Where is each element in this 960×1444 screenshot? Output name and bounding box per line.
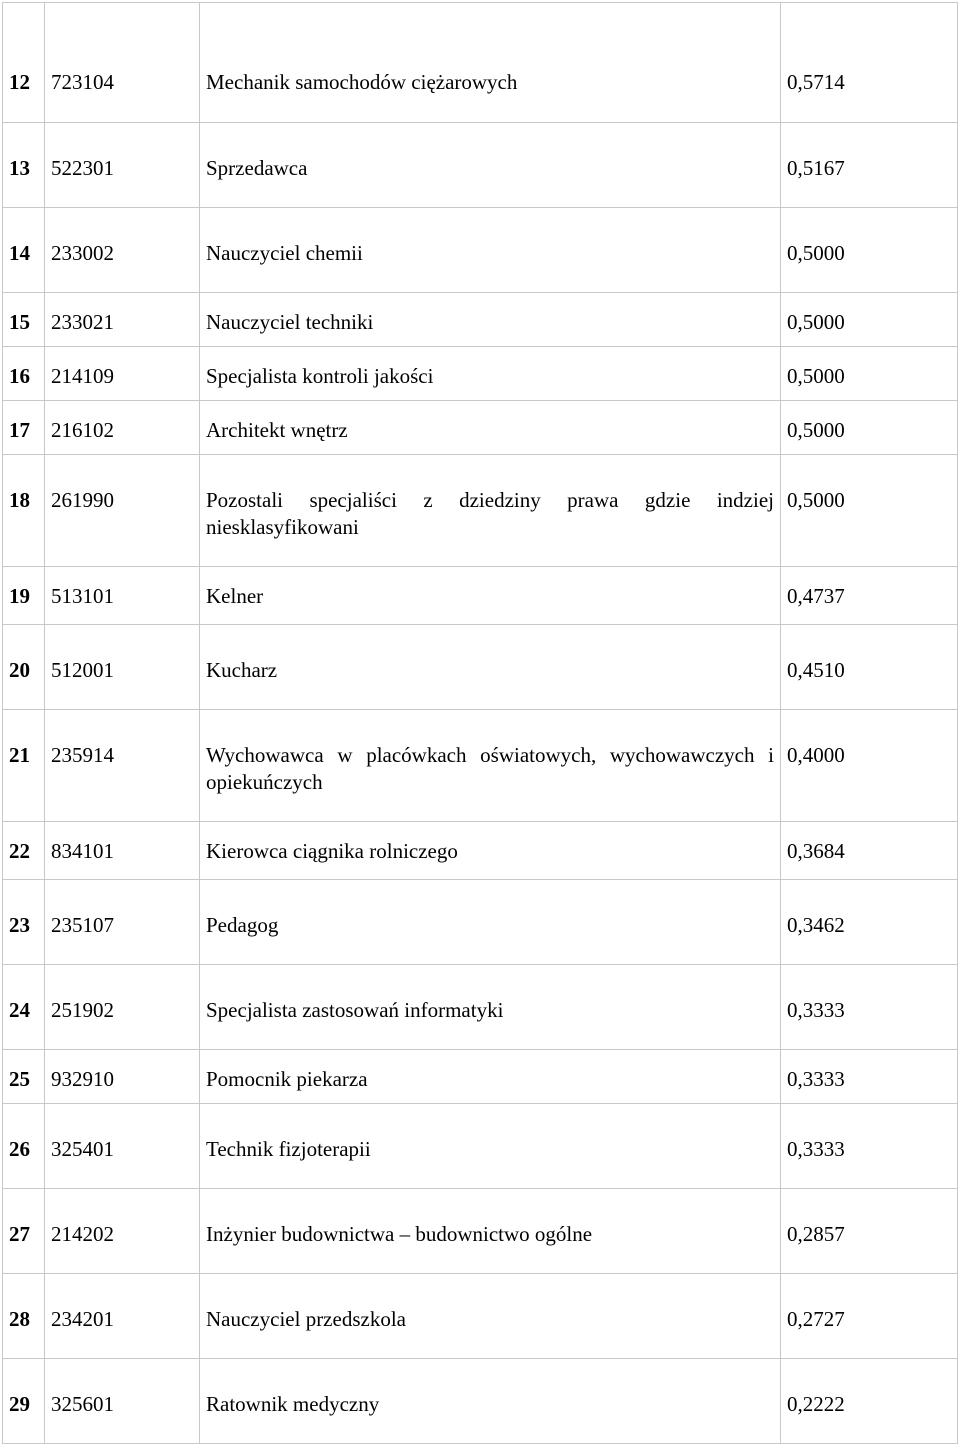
- occupation-name: Kierowca ciągnika rolniczego: [206, 839, 458, 863]
- occupation-name: Mechanik samochodów ciężarowych: [206, 70, 518, 94]
- table-row: [3, 822, 958, 880]
- row-number-cell: [3, 1189, 45, 1274]
- table-row: [3, 123, 958, 208]
- occupation-code: 251902: [51, 998, 114, 1022]
- row-number-cell: [3, 123, 45, 208]
- occupation-code-cell: [45, 880, 200, 965]
- occupation-name-cell: [200, 822, 781, 880]
- occupation-name: Sprzedawca: [206, 156, 308, 180]
- indicator-value: 0,4510: [787, 658, 845, 682]
- occupation-code-cell: [45, 3, 200, 123]
- occupation-name-cell: [200, 123, 781, 208]
- row-number: 12: [9, 70, 30, 94]
- row-number-cell: [3, 1104, 45, 1189]
- occupation-code: 233002: [51, 241, 114, 265]
- table-row: [3, 710, 958, 822]
- row-number: 29: [9, 1392, 30, 1416]
- occupation-code: 216102: [51, 418, 114, 442]
- row-number-cell: [3, 293, 45, 347]
- occupation-code: 235914: [51, 743, 114, 767]
- occupation-code: 723104: [51, 70, 114, 94]
- row-number-cell: [3, 567, 45, 625]
- indicator-value: 0,5714: [787, 70, 845, 94]
- occupation-name-cell: [200, 1189, 781, 1274]
- occupation-code-cell: [45, 1050, 200, 1104]
- table-row: [3, 625, 958, 710]
- occupation-name-cell: [200, 401, 781, 455]
- occupation-name-cell: [200, 455, 781, 567]
- indicator-value-cell: [781, 293, 958, 347]
- indicator-value: 0,5000: [787, 418, 845, 442]
- indicator-value: 0,3333: [787, 998, 845, 1022]
- indicator-value: 0,3462: [787, 913, 845, 937]
- occupation-code-cell: [45, 1274, 200, 1359]
- row-number: 13: [9, 156, 30, 180]
- indicator-value: 0,2727: [787, 1307, 845, 1331]
- occupation-name: Nauczyciel chemii: [206, 241, 363, 265]
- table-row: [3, 567, 958, 625]
- occupation-code-cell: [45, 567, 200, 625]
- occupation-code-cell: [45, 1359, 200, 1444]
- row-number: 26: [9, 1137, 30, 1161]
- row-number-cell: [3, 1050, 45, 1104]
- table-row: [3, 1274, 958, 1359]
- occupation-name-cell: [200, 710, 781, 822]
- indicator-value: 0,2222: [787, 1392, 845, 1416]
- occupation-name: Architekt wnętrz: [206, 418, 348, 442]
- occupation-name: Technik fizjoterapii: [206, 1137, 371, 1161]
- indicator-value-cell: [781, 625, 958, 710]
- occupation-name-cell: [200, 1050, 781, 1104]
- occupation-code: 932910: [51, 1067, 114, 1091]
- row-number-cell: [3, 3, 45, 123]
- table-row: [3, 455, 958, 567]
- table-row: [3, 401, 958, 455]
- indicator-value: 0,2857: [787, 1222, 845, 1246]
- row-number: 21: [9, 743, 30, 767]
- table-row: [3, 1359, 958, 1444]
- occupation-code: 512001: [51, 658, 114, 682]
- row-number-cell: [3, 710, 45, 822]
- row-number-cell: [3, 822, 45, 880]
- occupation-code-cell: [45, 455, 200, 567]
- occupation-code: 325601: [51, 1392, 114, 1416]
- occupation-code: 325401: [51, 1137, 114, 1161]
- table-row: [3, 293, 958, 347]
- row-number-cell: [3, 401, 45, 455]
- occupation-code-cell: [45, 710, 200, 822]
- row-number-cell: [3, 880, 45, 965]
- occupation-name: Kelner: [206, 584, 264, 608]
- occupation-code-cell: [45, 965, 200, 1050]
- indicator-value: 0,5000: [787, 488, 845, 512]
- indicator-value-cell: [781, 3, 958, 123]
- indicator-value-cell: [781, 401, 958, 455]
- row-number-cell: [3, 965, 45, 1050]
- row-number-cell: [3, 625, 45, 710]
- indicator-value-cell: [781, 822, 958, 880]
- indicator-value: 0,5000: [787, 364, 845, 388]
- row-number: 15: [9, 310, 30, 334]
- row-number: 22: [9, 839, 30, 863]
- indicator-value-cell: [781, 347, 958, 401]
- indicator-value-cell: [781, 1104, 958, 1189]
- table-row: [3, 1050, 958, 1104]
- occupation-name: Specjalista kontroli jakości: [206, 364, 434, 388]
- indicator-value-cell: [781, 455, 958, 567]
- occupation-code: 261990: [51, 488, 114, 512]
- row-number: 17: [9, 418, 30, 442]
- occupation-name-cell: [200, 3, 781, 123]
- table-row: [3, 880, 958, 965]
- table-row: [3, 965, 958, 1050]
- table-row: [3, 3, 958, 123]
- row-number: 23: [9, 913, 30, 937]
- occupation-name-cell: [200, 567, 781, 625]
- occupation-name: Nauczyciel techniki: [206, 310, 374, 334]
- occupation-name-cell: [200, 1274, 781, 1359]
- table-row: [3, 347, 958, 401]
- indicator-value: 0,4000: [787, 743, 845, 767]
- row-number: 20: [9, 658, 30, 682]
- occupation-code-cell: [45, 293, 200, 347]
- occupation-code-cell: [45, 208, 200, 293]
- occupations-table: [2, 2, 958, 1444]
- table-row: [3, 208, 958, 293]
- indicator-value-cell: [781, 1274, 958, 1359]
- indicator-value: 0,5167: [787, 156, 845, 180]
- occupation-name: Pedagog: [206, 913, 279, 937]
- indicator-value: 0,5000: [787, 310, 845, 334]
- row-number-cell: [3, 208, 45, 293]
- indicator-value-cell: [781, 880, 958, 965]
- occupation-code: 834101: [51, 839, 114, 863]
- occupation-name-cell: [200, 293, 781, 347]
- row-number-cell: [3, 1359, 45, 1444]
- occupation-code-cell: [45, 1189, 200, 1274]
- indicator-value: 0,4737: [787, 584, 845, 608]
- row-number: 14: [9, 241, 30, 265]
- row-number-cell: [3, 455, 45, 567]
- occupation-name: Inżynier budownictwa – budownictwo ogólne: [206, 1222, 593, 1246]
- occupation-name-cell: [200, 965, 781, 1050]
- indicator-value-cell: [781, 1189, 958, 1274]
- row-number: 19: [9, 584, 30, 608]
- occupation-code-cell: [45, 625, 200, 710]
- table-row: [3, 1189, 958, 1274]
- row-number: 24: [9, 998, 30, 1022]
- row-number-cell: [3, 347, 45, 401]
- row-number: 16: [9, 364, 30, 388]
- occupation-code: 233021: [51, 310, 114, 334]
- indicator-value-cell: [781, 1050, 958, 1104]
- indicator-value-cell: [781, 208, 958, 293]
- row-number: 18: [9, 488, 30, 512]
- occupation-name-cell: [200, 1359, 781, 1444]
- occupation-code: 234201: [51, 1307, 114, 1331]
- occupation-code-cell: [45, 822, 200, 880]
- occupation-name: Pozostali specjaliści z dziedziny prawa gdzie indziej niesklasyfikowani: [206, 488, 774, 539]
- indicator-value-cell: [781, 710, 958, 822]
- occupation-code-cell: [45, 401, 200, 455]
- indicator-value: 0,5000: [787, 241, 845, 265]
- indicator-value-cell: [781, 1359, 958, 1444]
- occupation-name: Kucharz: [206, 658, 278, 682]
- occupation-name: Pomocnik piekarza: [206, 1067, 368, 1091]
- occupation-name-cell: [200, 208, 781, 293]
- row-number: 25: [9, 1067, 30, 1091]
- occupation-name: Ratownik medyczny: [206, 1392, 380, 1416]
- indicator-value: 0,3333: [787, 1067, 845, 1091]
- occupation-code-cell: [45, 123, 200, 208]
- indicator-value-cell: [781, 567, 958, 625]
- occupation-name: Specjalista zastosowań informatyki: [206, 998, 504, 1022]
- occupation-name-cell: [200, 880, 781, 965]
- occupation-name: Nauczyciel przedszkola: [206, 1307, 406, 1331]
- row-number: 28: [9, 1307, 30, 1331]
- occupation-name: Wychowawca w placówkach oświatowych, wychowawczych i opiekuńczych: [206, 743, 774, 794]
- table-row: [3, 1104, 958, 1189]
- occupation-name-cell: [200, 347, 781, 401]
- indicator-value-cell: [781, 965, 958, 1050]
- occupation-code-cell: [45, 347, 200, 401]
- occupation-name-cell: [200, 1104, 781, 1189]
- occupation-code: 214109: [51, 364, 114, 388]
- indicator-value: 0,3684: [787, 839, 845, 863]
- occupation-code: 522301: [51, 156, 114, 180]
- occupation-name-cell: [200, 625, 781, 710]
- row-number: 27: [9, 1222, 30, 1246]
- indicator-value-cell: [781, 123, 958, 208]
- occupation-code: 214202: [51, 1222, 114, 1246]
- occupation-code-cell: [45, 1104, 200, 1189]
- occupation-code: 513101: [51, 584, 114, 608]
- indicator-value: 0,3333: [787, 1137, 845, 1161]
- occupation-code: 235107: [51, 913, 114, 937]
- row-number-cell: [3, 1274, 45, 1359]
